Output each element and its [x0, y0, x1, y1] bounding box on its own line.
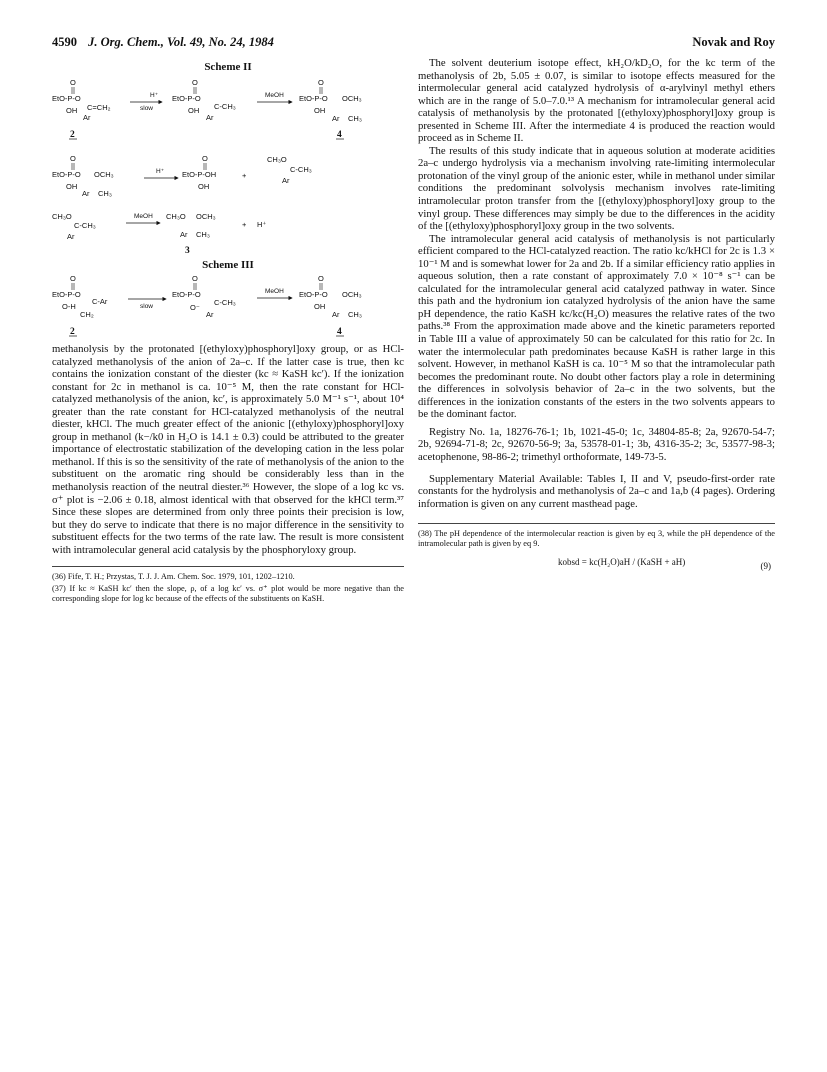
r1-mol-b-oxo: O [192, 78, 198, 87]
registry-numbers: Registry No. 1a, 18276-76-1; 1b, 1021-45-0; 1c, 34804-85-8; 2a, 92670-54-7; 2b, 92694-71-8; 2c, 92670-56-9; 3a, 53578-01-1; 3b, 4316-35-2; 3c, 53577-98-3; acetophenone, 98-86-2; trimethyl orthoformate, 149-73-5. [418, 425, 775, 463]
equation-9 [418, 553, 775, 583]
r3-compound-3-label: 3 [185, 246, 190, 255]
footnote-37: (37) If kc ≈ KaSH kc′ then the slope, ρ, of a log kc′ vs. σ⁺ plot would be more negative than the corresponding slope for log kc because of the effects of the substituents on KaSH. [52, 584, 404, 603]
s3-mol-a-hydroxyl: O-H [62, 302, 76, 311]
r3-mol-a-methoxy: CH₃O [52, 212, 72, 221]
s3-compound-2-label: 2 [70, 327, 75, 337]
r3-mol-b-aryl: Ar [180, 230, 188, 239]
page-header [52, 35, 775, 51]
s3-mol-c-methyl: CH₃ [348, 310, 362, 319]
r1-arrow1-reagent: H⁺ [150, 92, 159, 99]
s3-mol-c-methoxy: OCH₃ [342, 290, 362, 299]
r1-mol-b-cation: C-CH₃ [214, 102, 236, 111]
r1-mol-b-phosphate: EtO-P-O [172, 94, 201, 103]
scheme-ii-diagram [52, 75, 404, 255]
right-paragraph-2: The results of this study indicate that in aqueous solution at moderate acidities 2a–c undergo hydrolysis via a mechanism involving rate-limiting intermolecular protonation of the vinyl group of the anionic ester, while in methanol under similar conditions the predominant solvolysis mechanism involves rate-limiting intramolecular proton transfer from the [(ethyloxy)phosphoryl]oxy group to the vinyl group. These differences may simply be due to the differences in the acidity of the [(ethyloxy)phosphoryl]oxy group in the two solvents. [418, 144, 775, 233]
s3-mol-a-oxo: O [70, 274, 76, 283]
r1-compound-2-label: 2 [70, 130, 75, 140]
s3-mol-b-cation: C-CH₃ [214, 298, 236, 307]
scheme-ii-row3 [52, 212, 266, 255]
r2-mol-c-cation: C-CH₃ [290, 165, 312, 174]
right-paragraph-1: The solvent deuterium isotope effect, kH₂O/kD₂O, for the kc term of the methanolysis of 2b, 5.05 ± 0.07, is similar to isotope effects measured for the intermolecular general acid catalyzed hydrolysis of α-arylvinyl methyl ethers which are in the range of 5.0–7.0.¹³ A mechanism for intramolecular general acid catalysis of methanolysis by the protonated [(ethyloxy)phosphoryl]oxy group is presented in Scheme III. After the intermediate 4 is produced the reaction would proceed as in Scheme II. [418, 57, 775, 145]
r2-mol-a-oxo: O [70, 154, 76, 163]
scheme-ii-title: Scheme II [204, 61, 252, 73]
s3-mol-a-aryl-carbon: C-Ar [92, 297, 108, 306]
scheme-ii-row1 [52, 78, 362, 140]
r2-mol-a-methoxy: OCH₃ [94, 170, 114, 179]
s3-mol-a-phosphate: EtO-P-O [52, 290, 81, 299]
r1-arrow2-reagent: MeOH [265, 92, 284, 99]
r2-mol-a-oh: OH [66, 182, 78, 191]
s3-mol-a-methylene: CH₂ [80, 310, 94, 319]
r3-plus: + [242, 220, 247, 229]
r3-mol-a-cation: C-CH₃ [74, 221, 96, 230]
r1-mol-c-aryl: Ar [332, 114, 340, 123]
r2-mol-a-phosphate: EtO-P-O [52, 170, 81, 179]
right-paragraph-3: The intramolecular general acid catalysis of methanolysis is not particularly efficient compared to the HCl-catalyzed reaction. The ratio kc/kHCl for 2c is 1.3 × 10⁻¹ M and is somewhat lower for 2a and 2b. If a similar efficiency ratio applies in aqueous solution, then a rate constant of approximately 7.0 × 10⁻⁸ s⁻¹ can be calculated for the intramolecular general acid catalyzed pathway in water. Since this path and the hydronium ion catalyzed hydrolysis of the anion have the same pH dependence, the ratio KaSH kc/kc(H₂O) measures the relative rates of the two paths.³⁸ From the approximation made above and the kinetic parameters reported in Table III a value of approximately 50 can be calculated for this ratio for 2c. In water the intermolecular path predominates because KaSH is rather large in this solvent. However, in methanol KaSH is ca. 10⁻⁵ M so that the intramolecular path becomes the predominant route. No doubt other factors play a role in determining the differences in solvolysis behavior of 2a–c in the two solvents, but the differences in the ionization constants of the esters in the two solvents appears to be the dominant factor. [418, 232, 775, 421]
r1-mol-c-oxo: O [318, 78, 324, 87]
r1-mol-a-oxo: O [70, 78, 76, 87]
left-column [52, 57, 404, 606]
r3-proton: H⁺ [257, 220, 267, 229]
r1-mol-a-phosphate: EtO-P-O [52, 94, 81, 103]
r2-mol-b-oxo: O [202, 154, 208, 163]
journal-citation: J. Org. Chem., Vol. 49, No. 24, 1984 [88, 35, 274, 49]
r2-mol-c-aryl: Ar [282, 176, 290, 185]
r2-plus: + [242, 171, 247, 180]
s3-mol-c-aryl: Ar [332, 310, 340, 319]
r2-mol-c-methoxy: CH₃O [267, 155, 287, 164]
s3-compound-4-label: 4 [337, 327, 342, 337]
s3-mol-b-oxo: O [192, 274, 198, 283]
footnote-rule-left [52, 566, 404, 567]
r2-mol-a-methyl: CH₃ [98, 189, 112, 198]
r3-mol-b-methoxy2: OCH₃ [196, 212, 216, 221]
r1-mol-c-methyl: CH₃ [348, 114, 362, 123]
s3-mol-b-phosphate: EtO-P-O [172, 290, 201, 299]
r1-mol-b-oh: OH [188, 106, 200, 115]
r1-mol-c-oh: OH [314, 106, 326, 115]
r2-mol-b-oh: OH [198, 182, 210, 191]
r1-mol-a-vinyl: C=CH₂ [87, 103, 111, 112]
r1-mol-c-methoxy: OCH₃ [342, 94, 362, 103]
s3-mol-c-phosphate: EtO-P-O [299, 290, 328, 299]
r2-mol-a-aryl: Ar [82, 189, 90, 198]
footnote-36: (36) Fife, T. H.; Przystas, T. J. J. Am. Chem. Soc. 1979, 101, 1202–1210. [52, 572, 295, 582]
r1-compound-4-label: 4 [337, 130, 342, 140]
s3-mol-c-oxo: O [318, 274, 324, 283]
s3-mol-b-anion: O⁻ [190, 303, 200, 312]
scheme-iii-diagram [52, 273, 404, 337]
r1-mol-a-oh: OH [66, 106, 78, 115]
scheme-ii-row2 [52, 154, 312, 198]
r2-arrow-reagent: H⁺ [156, 168, 165, 175]
r2-mol-b-phosphoric: EtO-P-OH [182, 170, 217, 179]
page-number: 4590 [52, 35, 77, 49]
r3-mol-b-methoxy: CH₃O [166, 212, 186, 221]
header-left [52, 35, 274, 50]
footnote-rule-right [418, 523, 775, 524]
left-paragraph-1: methanolysis by the protonated [(ethyloxy)phosphoryl]oxy group, or as HCl-catalyzed methanolysis of the anion of 2a–c. If the latter case is true, then kc contains the ionization constant of the diester (kc ≈ KaSH kc′). If the ionization constant for 2c in methanol is ca. 10⁻⁵ M, then the rate constant for HCl-catalyzed methanolysis of the anion, kc′, is approximately 5.0 M⁻¹ s⁻¹, about 10⁴ greater than the rate constant for HCl-catalyzed methanolysis of the neutral diester, kHCl. The much greater effect of the anionic [(ethyloxy)phosphoryl]oxy group in methanol (k−/k0 in H₂O is 14.1 ± 0.3) could be attributed to the greater importance of electrostatic stabilization of the developing cation in the less polar methanol. If this is so the sensitivity of the rate of methanolysis of the anion to the substituent on the aromatic ring should be considerably less than in the methanolysis reaction of the neutral diester.³⁶ However, the slope of a log kc vs. σ⁺ plot is −2.06 ± 0.18, almost identical with that observed for the kHCl term.³⁷ Since these slopes are determined from only three points their precision is low, but they do serve to indicate that there is no major difference in the sensitivity to substituent effects for the two terms of the rate law. The result is more consistent with intramolecular general acid catalysis by the phosphoryloxy group. [52, 343, 404, 556]
r1-mol-c-phosphate: EtO-P-O [299, 94, 328, 103]
r3-mol-b-methyl: CH₃ [196, 230, 210, 239]
right-column [418, 57, 775, 583]
equation-9-formula: kobsd = kc(H₂O)aH / (KaSH + aH) [558, 556, 686, 567]
r1-mol-a-aryl: Ar [83, 113, 91, 122]
footnote-38: (38) The pH dependence of the intermolecular reaction is given by eq 3, while the pH dependence of the intramolecular path is given by eq 9. [418, 529, 775, 548]
r1-arrow1-condition: slow [140, 105, 154, 112]
running-authors: Novak and Roy [692, 35, 775, 49]
supplementary-material: Supplementary Material Available: Tables I, II and V, pseudo-first-order rate constants for the hydrolysis and methanolysis of 2a–c and 1a,b (4 pages). Ordering information is given on any current masthead page. [418, 472, 775, 510]
r3-arrow-reagent: MeOH [134, 213, 153, 220]
s3-mol-b-aryl: Ar [206, 310, 214, 319]
equation-9-number: (9) [760, 560, 771, 571]
r3-mol-a-aryl: Ar [67, 232, 75, 241]
scheme-iii-title: Scheme III [202, 259, 254, 271]
s3-arrow2-reagent: MeOH [265, 288, 284, 295]
s3-arrow1-condition: slow [140, 303, 154, 310]
s3-mol-c-oh: OH [314, 302, 326, 311]
r1-mol-b-aryl: Ar [206, 113, 214, 122]
